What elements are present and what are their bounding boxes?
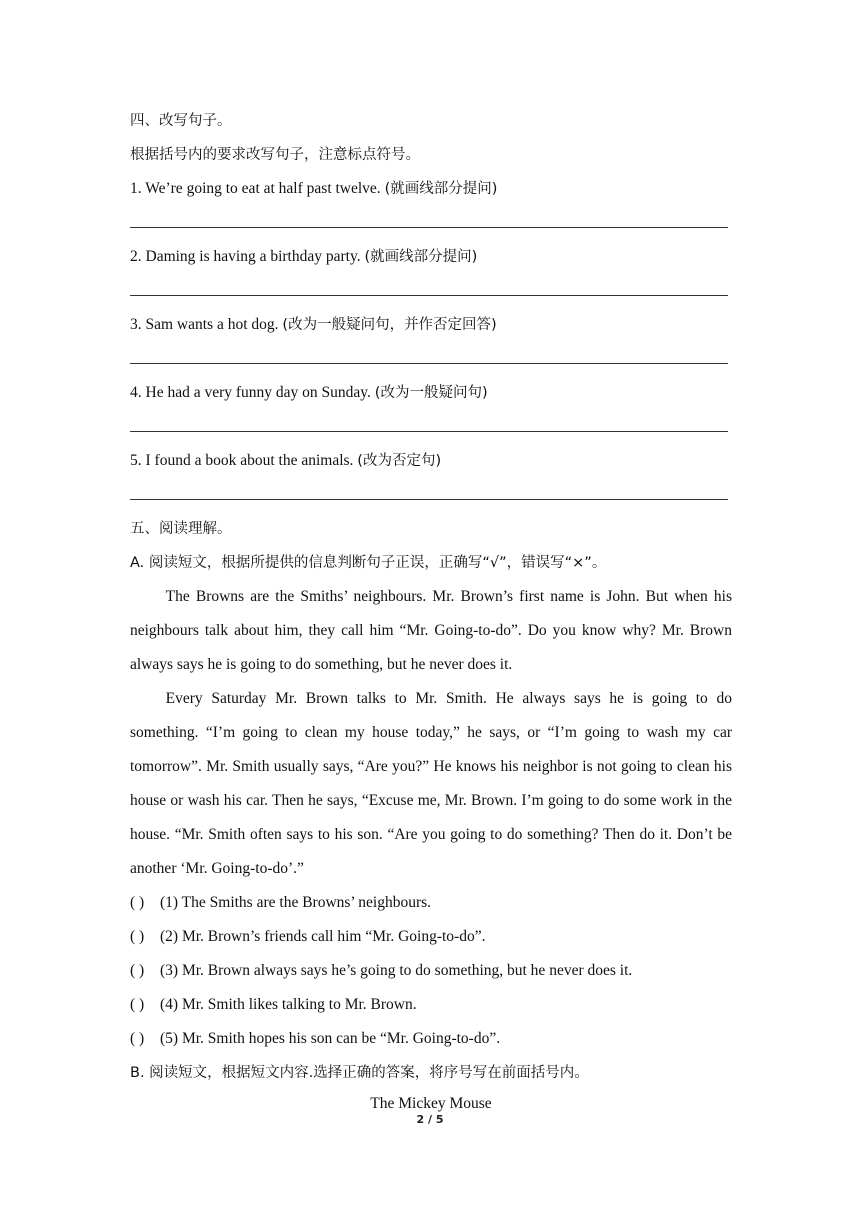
section4-heading: 四、改写句子。 [130,113,232,129]
rewrite-item-4 [130,376,732,444]
worksheet-page [130,104,732,1118]
rewrite-requirement: (就画线部分提问) [384,181,498,197]
answer-line[interactable] [130,206,732,240]
judgement-item-2 [130,920,732,954]
rewrite-requirement: (就画线部分提问) [364,249,478,265]
answer-parenthesis[interactable]: ( ) [130,894,145,911]
rewrite-requirement: (改为一般疑问句) [374,385,488,401]
answer-line[interactable] [130,478,732,512]
rewrite-item-5 [130,444,732,512]
partB-passage-title: The Mickey Mouse [370,1095,492,1112]
answer-parenthesis[interactable]: ( ) [130,928,145,945]
judgement-statement: (3) Mr. Brown always says he’s going to do something, but he never does it. [160,962,633,979]
answer-parenthesis[interactable]: ( ) [130,962,145,979]
judgement-item-3 [130,954,732,988]
rewrite-sentence: 4. He had a very funny day on Sunday. [130,384,375,401]
partB-instruction: B. 阅读短文，根据短文内容.选择正确的答案，将序号写在前面括号内。 [130,1065,589,1081]
rewrite-sentence: 1. We’re going to eat at half past twelve. [130,180,385,197]
rewrite-sentence: 5. I found a book about the animals. [130,452,358,469]
rewrite-sentence: 3. Sam wants a hot dog. [130,316,283,333]
judgement-statement: (1) The Smiths are the Browns’ neighbours. [160,894,432,911]
passage-paragraph-1: The Browns are the Smiths’ neighbours. Mr. Brown’s first name is John. But when his neighbours talk about him, they call him “Mr. Going-to-do”. Do you know why? Mr. Brown always says he is going to do something, but he never does it. [130,588,732,673]
answer-line[interactable] [130,342,732,376]
rewrite-sentence: 2. Daming is having a birthday party. [130,248,365,265]
page-number: 2 / 5 [416,1113,444,1126]
judgement-item-5 [130,1022,732,1056]
rewrite-requirement: (改为一般疑问句，并作否定回答) [282,317,497,333]
judgement-item-1 [130,886,732,920]
rewrite-requirement: (改为否定句) [357,453,442,469]
partA-instruction: A. 阅读短文，根据所提供的信息判断句子正误，正确写“√”，错误写“×”。 [130,555,607,571]
answer-parenthesis[interactable]: ( ) [130,1030,145,1047]
passage-paragraph-2: Every Saturday Mr. Brown talks to Mr. Smith. He always says he is going to do something. “I’m going to clean my house today,” he says, or “I’m going to wash my car tomorrow”. Mr. Smith usually says, “Are you?” He knows his neighbor is not going to clean his house or wash his car. Then he says, “Excuse me, Mr. Brown. I’m going to do some work in the house. “Mr. Smith often says to his son. “Are you going to do something? Then do it. Don’t be another ‘Mr. Going-to-do’.” [130,690,732,877]
answer-parenthesis[interactable]: ( ) [130,996,145,1013]
rewrite-item-2 [130,240,732,308]
judgement-statement: (2) Mr. Brown’s friends call him “Mr. Going-to-do”. [160,928,486,945]
judgement-item-4 [130,988,732,1022]
judgement-statement: (5) Mr. Smith hopes his son can be “Mr. Going-to-do”. [160,1030,501,1047]
answer-line[interactable] [130,274,732,308]
judgement-statement: (4) Mr. Smith likes talking to Mr. Brown. [160,996,417,1013]
rewrite-item-1 [130,172,732,240]
rewrite-item-3 [130,308,732,376]
section5-heading: 五、阅读理解。 [130,521,232,537]
section4-instruction: 根据括号内的要求改写句子，注意标点符号。 [130,147,420,163]
answer-line[interactable] [130,410,732,444]
